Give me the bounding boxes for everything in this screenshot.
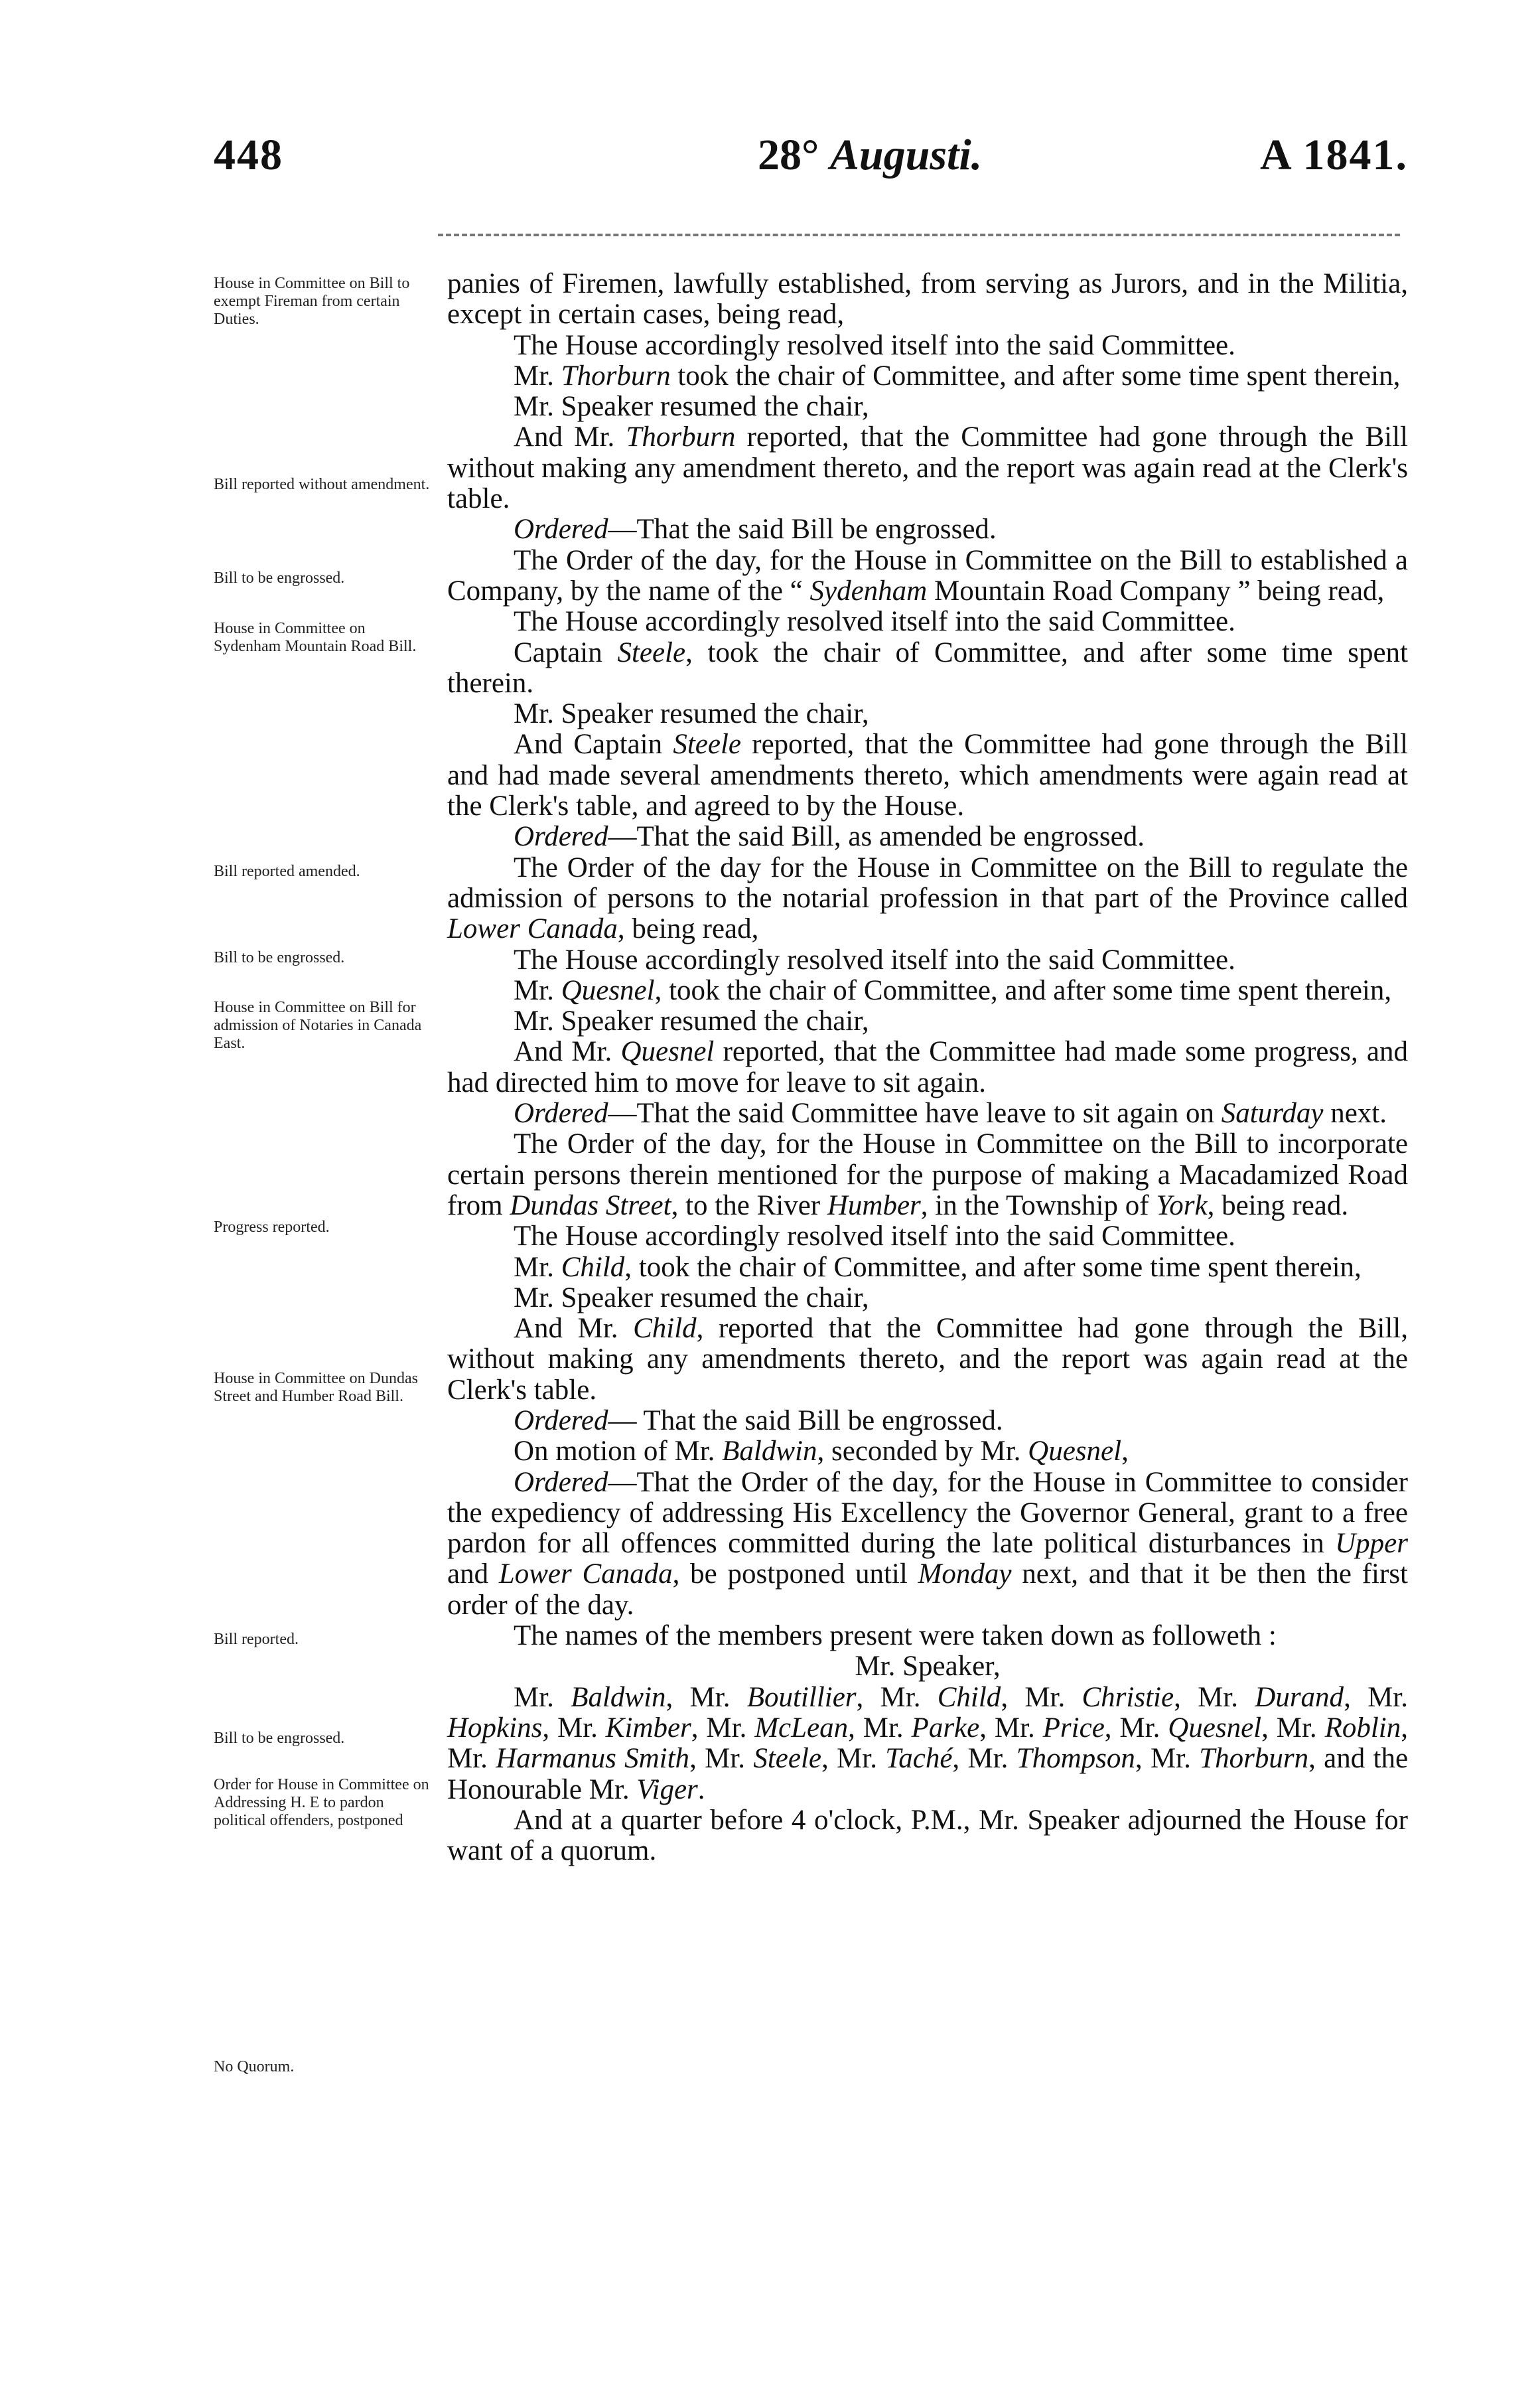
margin-note: Progress reported. <box>214 1219 330 1236</box>
paragraph: And Mr. Quesnel reported, that the Committee had made some progress, and had directed him to move for leave to sit again. <box>447 1036 1409 1098</box>
paragraph: Ordered—That the said Committee have leave to sit again on Saturday next. <box>514 1098 1387 1130</box>
journal-body <box>447 269 1408 1866</box>
margin-note: Bill to be engrossed. <box>214 569 345 587</box>
paragraph: Mr. Speaker resumed the chair, <box>514 1282 869 1313</box>
paragraph: And Captain Steele reported, that the Committee had gone through the Bill and had made several amendments thereto, which amendments were again read at the Clerk's table, and agreed to by the House. <box>447 729 1408 822</box>
paragraph: Captain Steele, took the chair of Committee, and after some time spent therein. <box>447 636 1409 699</box>
date-day: 28° <box>758 131 819 179</box>
margin-note: Bill to be engrossed. <box>214 949 345 966</box>
paragraph: The House accordingly resolved itself into the said Committee. <box>514 944 1235 976</box>
margin-note: Bill reported without amendment. <box>214 476 430 493</box>
paragraph: The House accordingly resolved itself into the said Committee. <box>514 329 1235 361</box>
margin-note: House in Committee on Sydenham Mountain Road Bill. <box>214 620 417 655</box>
paragraph: Mr. Thorburn took the chair of Committee, and after some time spent therein, <box>514 360 1401 392</box>
margin-note: Bill reported. <box>214 1631 299 1648</box>
paragraph: Mr. Child, took the chair of Committee, and after some time spent therein, <box>514 1251 1362 1283</box>
paragraph: And at a quarter before 4 o'clock, P.M., Mr. Speaker adjourned the House for want of a quorum. <box>447 1804 1408 1867</box>
page-header <box>214 130 1408 190</box>
paragraph: The House accordingly resolved itself into the said Committee. <box>514 1221 1235 1252</box>
paragraph: Ordered—That the said Bill be engrossed. <box>514 514 997 546</box>
margin-note: Bill reported amended. <box>214 863 360 880</box>
paragraph: The Order of the day, for the House in Committee on the Bill to incorporate certain persons therein mentioned for the purpose of making a Macadamized Road from Dundas Street, to the River Humber, in the Township of York, being read. <box>447 1128 1408 1221</box>
paragraph: Mr. Speaker resumed the chair, <box>514 698 869 730</box>
running-date <box>758 130 982 181</box>
paragraph: Ordered—That the said Bill, as amended be engrossed. <box>514 821 1145 853</box>
paragraph: Mr. Speaker, <box>855 1651 1001 1682</box>
margin-note: Order for House in Committee on Addressing H. E to pardon political offenders, postponed <box>214 1776 429 1829</box>
paragraph: The names of the members present were taken down as followeth : <box>514 1620 1277 1652</box>
header-rule <box>438 234 1400 236</box>
running-year: A 1841. <box>1259 131 1408 179</box>
paragraph: And Mr. Child, reported that the Committee had gone through the Bill, without making any amendments thereto, and the report was again read at the Clerk's table. <box>447 1313 1409 1406</box>
paragraph: The Order of the day, for the House in Committee on the Bill to established a Company, by the name of the “ Sydenham Mountain Road Company ” being read, <box>447 544 1408 607</box>
margin-note: House in Committee on Bill for admission of Notaries in Canada East. <box>214 999 422 1052</box>
margin-note: Bill to be engrossed. <box>214 1730 345 1747</box>
paragraph: panies of Firemen, lawfully established, from serving as Jurors, and in the Militia, except in certain cases, being read, <box>447 268 1408 331</box>
paragraph: Mr. Speaker resumed the chair, <box>514 1006 869 1037</box>
paragraph: The House accordingly resolved itself into the said Committee. <box>514 606 1235 638</box>
margin-note: House in Committee on Dundas Street and Humber Road Bill. <box>214 1370 418 1405</box>
paragraph: Ordered—That the Order of the day, for the House in Committee to consider the expediency of addressing His Excellency the Governor General, grant to a free pardon for all offences committed during the late political disturbances in Upper and Lower Canada, be postponed until Monday next, and that it be then the first order of the day. <box>447 1466 1408 1621</box>
paragraph: Mr. Quesnel, took the chair of Committee, and after some time spent therein, <box>514 974 1392 1006</box>
paragraph: Ordered— That the said Bill be engrossed. <box>514 1404 1003 1436</box>
margin-note: No Quorum. <box>214 2058 295 2075</box>
paragraph: Mr. Speaker resumed the chair, <box>514 391 869 423</box>
date-month: Augusti. <box>829 131 983 179</box>
page-number: 448 <box>214 131 283 179</box>
members-list: Mr. Baldwin, Mr. Boutillier, Mr. Child, Mr. Christie, Mr. Durand, Mr. Hopkins, Mr. Kimber, Mr. McLean, Mr. Parke, Mr. Price, Mr. Quesnel, Mr. Roblin, Mr. Harmanus Smith, Mr. Steele, Mr. Taché, Mr. Thompson, Mr. Thorburn, and the Honourable Mr. Viger. <box>447 1681 1409 1805</box>
margin-note: House in Committee on Bill to exempt Fireman from certain Duties. <box>214 275 410 328</box>
paragraph: The Order of the day for the House in Committee on the Bill to regulate the admission of persons to the notarial profession in that part of the Province called Lower Canada, being read, <box>447 852 1408 945</box>
paragraph: And Mr. Thorburn reported, that the Committee had gone through the Bill without making any amendment thereto, and the report was again read at the Clerk's table. <box>447 421 1409 515</box>
paragraph: On motion of Mr. Baldwin, seconded by Mr. Quesnel, <box>514 1436 1129 1467</box>
